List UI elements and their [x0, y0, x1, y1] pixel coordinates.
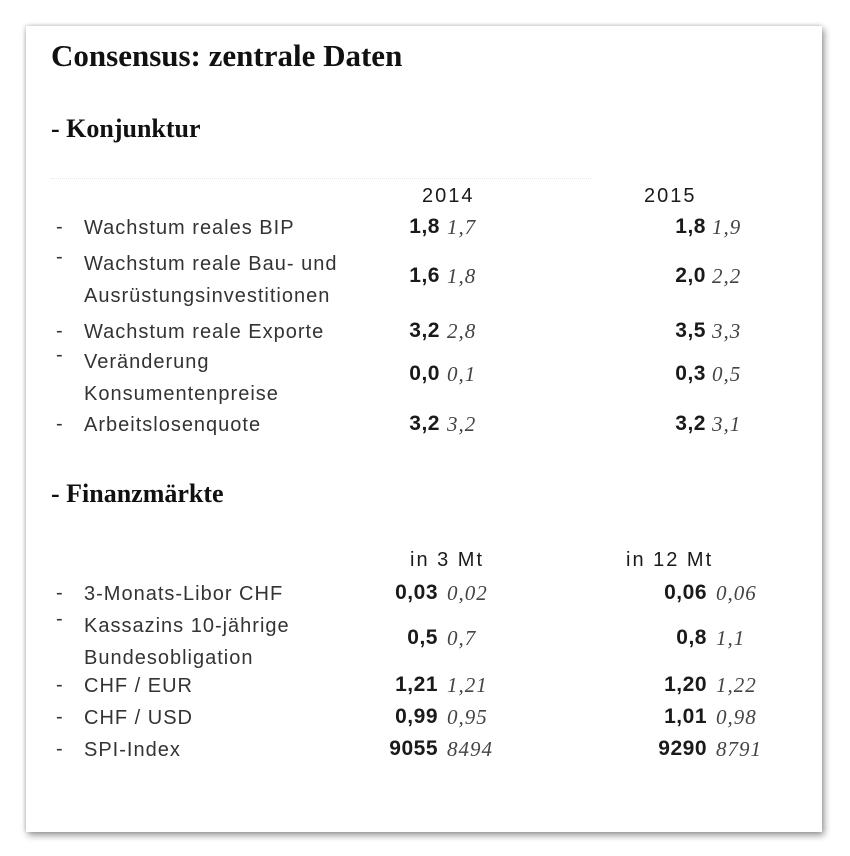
previous-forecast-value: 3,3 [712, 319, 742, 343]
forecast-value: 0,3 [675, 362, 706, 385]
forecast-value: 1,20 [664, 673, 707, 696]
row-label: 3-Monats-Libor CHF [84, 583, 284, 605]
row-label: Konsumentenpreise [84, 383, 279, 405]
table-row [26, 212, 822, 244]
divider [51, 178, 591, 179]
consensus-card [26, 26, 822, 832]
previous-forecast-value: 3,1 [712, 412, 742, 436]
forecast-value: 1,6 [409, 264, 440, 287]
table-row [26, 316, 822, 348]
row-label: CHF / USD [84, 707, 193, 729]
forecast-value: 2,0 [675, 264, 706, 287]
forecast-value: 0,99 [395, 705, 438, 728]
section-heading-finanzmaerkte: - Finanzmärkte [51, 479, 224, 508]
row-bullet: - [56, 706, 63, 728]
forecast-value: 0,5 [407, 626, 438, 649]
column-header-3-months: in 3 Mt [410, 549, 485, 571]
forecast-value: 3,2 [409, 319, 440, 342]
forecast-value: 1,8 [675, 215, 706, 238]
previous-forecast-value: 0,02 [447, 581, 488, 605]
table-row [26, 346, 822, 410]
forecast-value: 1,21 [395, 673, 438, 696]
previous-forecast-value: 1,9 [712, 215, 742, 239]
previous-forecast-value: 2,8 [447, 319, 477, 343]
table-row [26, 248, 822, 312]
previous-forecast-value: 2,2 [712, 264, 742, 288]
table-row [26, 610, 822, 674]
row-label: Wachstum reale Bau- und [84, 253, 338, 275]
page-title: Consensus: zentrale Daten [51, 38, 403, 73]
previous-forecast-value: 0,06 [716, 581, 757, 605]
previous-forecast-value: 0,1 [447, 362, 477, 386]
table-row [26, 670, 822, 702]
forecast-value: 9290 [658, 737, 707, 760]
forecast-value: 0,0 [409, 362, 440, 385]
forecast-value: 1,01 [664, 705, 707, 728]
row-label: Bundesobligation [84, 647, 254, 669]
row-label: Wachstum reale Exporte [84, 321, 325, 343]
row-label: Veränderung [84, 351, 210, 373]
row-label: Wachstum reales BIP [84, 217, 295, 239]
row-label: CHF / EUR [84, 675, 193, 697]
previous-forecast-value: 1,7 [447, 215, 477, 239]
row-bullet: - [56, 738, 63, 760]
row-label: Ausrüstungsinvestitionen [84, 285, 331, 307]
table-row [26, 734, 822, 766]
previous-forecast-value: 0,5 [712, 362, 742, 386]
previous-forecast-value: 1,22 [716, 673, 757, 697]
row-bullet: - [56, 582, 63, 604]
table-row [26, 409, 822, 441]
section-heading-konjunktur: - Konjunktur [51, 114, 201, 143]
column-header-12-months: in 12 Mt [626, 549, 714, 571]
forecast-value: 3,2 [675, 412, 706, 435]
forecast-value: 0,03 [395, 581, 438, 604]
row-bullet: - [56, 344, 63, 366]
previous-forecast-value: 0,7 [447, 626, 477, 650]
table-row [26, 578, 822, 610]
table-row [26, 702, 822, 734]
column-header-2015: 2015 [644, 185, 697, 207]
previous-forecast-value: 8494 [447, 737, 493, 761]
forecast-value: 0,06 [664, 581, 707, 604]
forecast-value: 3,5 [675, 319, 706, 342]
previous-forecast-value: 0,95 [447, 705, 488, 729]
previous-forecast-value: 3,2 [447, 412, 477, 436]
row-bullet: - [56, 246, 63, 268]
row-label: SPI-Index [84, 739, 181, 761]
row-bullet: - [56, 216, 63, 238]
row-bullet: - [56, 413, 63, 435]
column-header-2014: 2014 [422, 185, 475, 207]
forecast-value: 3,2 [409, 412, 440, 435]
forecast-value: 1,8 [409, 215, 440, 238]
previous-forecast-value: 1,21 [447, 673, 488, 697]
previous-forecast-value: 1,1 [716, 626, 746, 650]
forecast-value: 0,8 [676, 626, 707, 649]
row-bullet: - [56, 320, 63, 342]
row-label: Kassazins 10-jährige [84, 615, 290, 637]
row-label: Arbeitslosenquote [84, 414, 262, 436]
row-bullet: - [56, 674, 63, 696]
previous-forecast-value: 1,8 [447, 264, 477, 288]
previous-forecast-value: 8791 [716, 737, 762, 761]
row-bullet: - [56, 608, 63, 630]
forecast-value: 9055 [389, 737, 438, 760]
previous-forecast-value: 0,98 [716, 705, 757, 729]
